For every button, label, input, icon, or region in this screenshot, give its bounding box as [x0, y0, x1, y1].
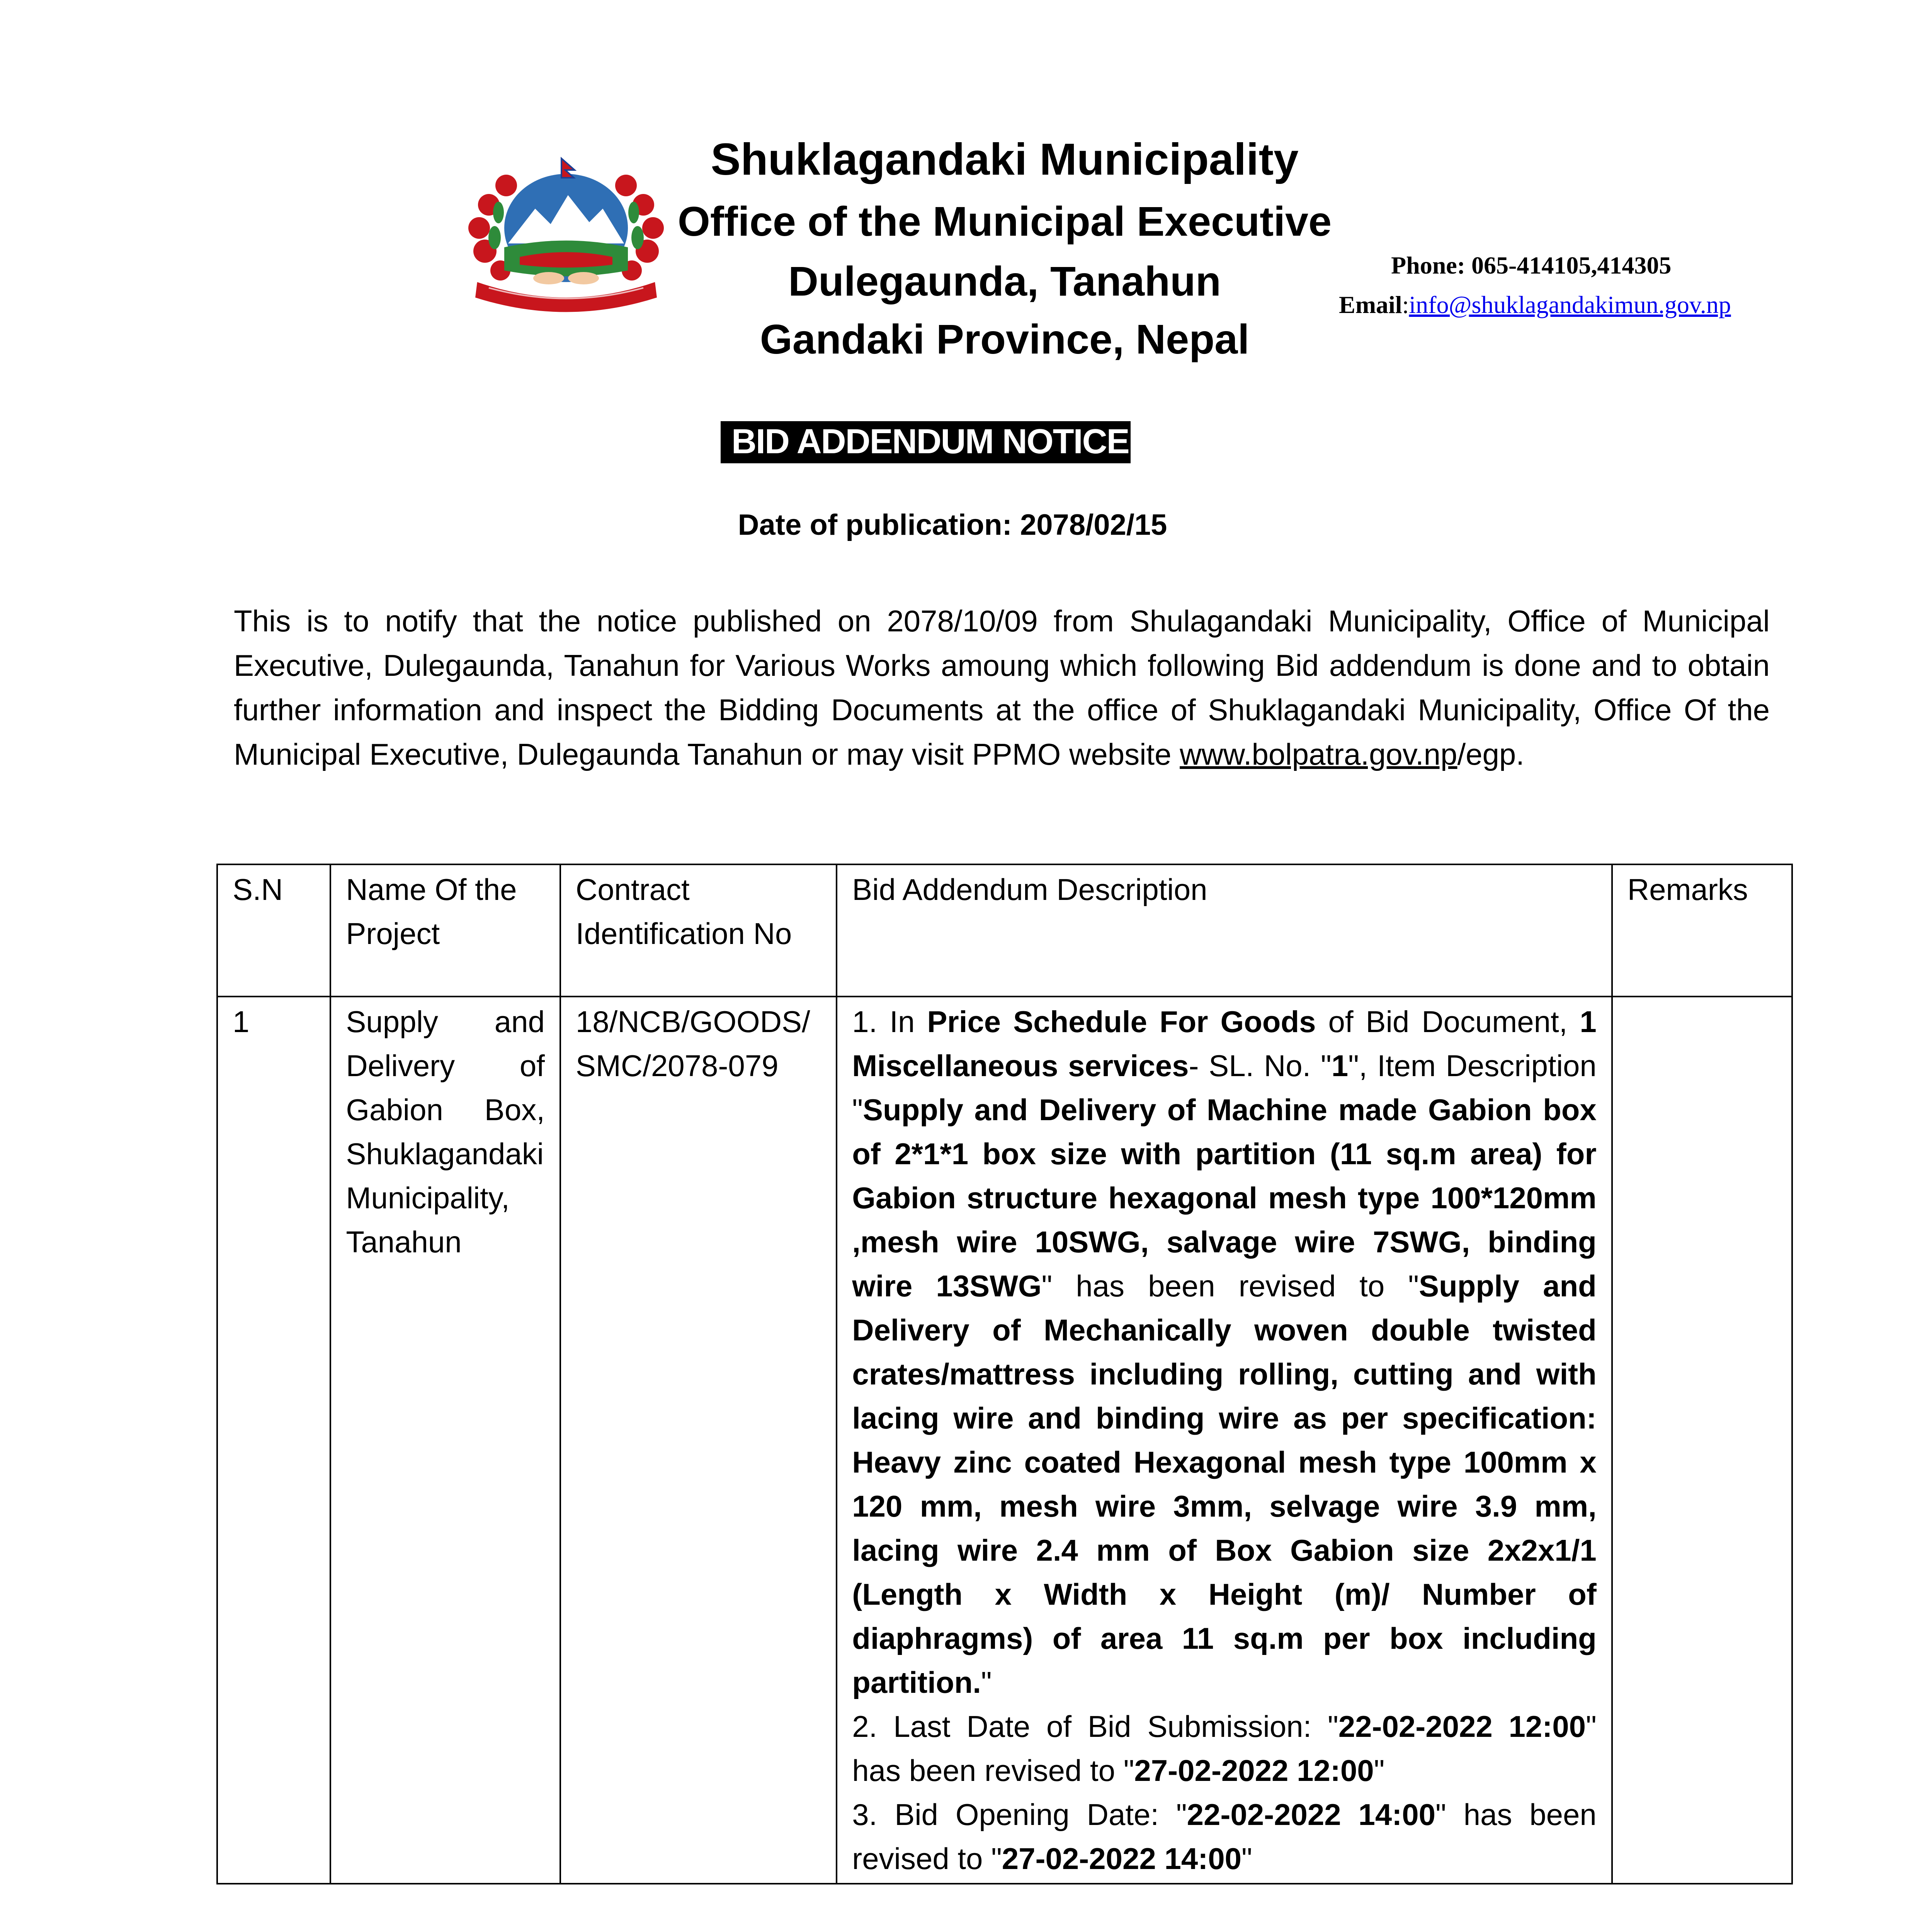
- table-row: [217, 997, 1792, 1884]
- text-run: 1. In: [852, 1005, 927, 1039]
- intro-suffix: /egp.: [1457, 737, 1524, 771]
- notice-title: BID ADDENDUM NOTICE: [721, 421, 1131, 463]
- text-run: " has been revised to ": [852, 1709, 1597, 1787]
- old-opening-date: 22-02-2022 14:00: [1187, 1798, 1435, 1832]
- text-run: ": [1374, 1753, 1385, 1787]
- revised-item-description: Supply and Delivery of Mechanically woven double twisted crates/mattress including rolling, cutting and with lacing wire and binding wire as per specification: Heavy zinc coated Hexagonal mesh type 100mm x 120 mm, mesh wire 3mm, selvage wire 3.9 mm, lacing wire 2.4 mm of Box Gabion size 2x2x1/1 (Length x Width x Height (m)/ Number of diaphragms) of area 11 sq.m per box including partition.: [852, 1269, 1597, 1699]
- header-remarks: Remarks: [1612, 864, 1792, 997]
- office-name: Office of the Municipal Executive: [677, 198, 1332, 245]
- header-project-name: Name Of the Project: [330, 864, 560, 997]
- original-item-description: Supply and Delivery of Machine made Gabion box of 2*1*1 box size with partition (11 sq.m area) for Gabion structure hexagonal mesh type 100*120mm ,mesh wire 10SWG, salvage wire 7SWG, binding wire 13SWG: [852, 1093, 1597, 1303]
- publication-date: Date of publication: 2078/02/15: [738, 509, 1167, 541]
- email-link[interactable]: info@shuklagandakimun.gov.np: [1409, 291, 1731, 318]
- email-label: Email: [1339, 291, 1402, 318]
- new-opening-date: 27-02-2022 14:00: [1002, 1842, 1242, 1876]
- cell-sn: 1: [217, 997, 330, 1884]
- text-run: - SL. No. ": [1189, 1049, 1332, 1083]
- ppmo-website-link[interactable]: www.bolpatra.gov.np: [1180, 737, 1458, 771]
- email-separator: :: [1402, 291, 1409, 318]
- table-header-row: [217, 864, 1792, 997]
- addendum-item-3: [852, 1793, 1596, 1881]
- phone-number: Phone: 065-414105,414305: [1391, 252, 1672, 279]
- text-run-bold: 1 Miscellaneous services: [852, 1005, 1597, 1083]
- cell-remarks: [1612, 997, 1792, 1884]
- header-sn: S.N: [217, 864, 330, 997]
- header-contract-id: Contract Identification No: [560, 864, 837, 997]
- intro-paragraph: [234, 599, 1770, 777]
- province-country: Gandaki Province, Nepal: [760, 316, 1250, 362]
- email-line: [1339, 291, 1731, 319]
- text-run: ", Item Description ": [852, 1049, 1597, 1127]
- bid-addendum-table: [216, 864, 1793, 1884]
- text-run: " has been revised to ": [1041, 1269, 1419, 1303]
- addendum-item-1: [852, 1000, 1596, 1704]
- addendum-item-2: [852, 1704, 1596, 1793]
- text-run: 3. Bid Opening Date: ": [852, 1798, 1187, 1832]
- text-run: 2. Last Date of Bid Submission: ": [852, 1709, 1338, 1743]
- old-submission-date: 22-02-2022 12:00: [1338, 1709, 1586, 1743]
- new-submission-date: 27-02-2022 12:00: [1134, 1753, 1374, 1787]
- municipality-name: Shuklagandaki Municipality: [711, 134, 1299, 184]
- cell-contract-id: 18/NCB/GOODS/SMC/2078-079: [560, 997, 837, 1884]
- header-description: Bid Addendum Description: [837, 864, 1612, 997]
- cell-project-name: Supply and Delivery of Gabion Box, Shuklagandaki Municipality, Tanahun: [330, 997, 560, 1884]
- text-run: " has been revised to ": [852, 1798, 1597, 1876]
- text-run: ": [981, 1665, 992, 1699]
- intro-text: This is to notify that the notice published on 2078/10/09 from Shulagandaki Municipality, Office of Municipal Executive, Dulegaunda, Tanahun for Various Works amoung which following Bid addendum is done and to obtain further information and inspect the Bidding Documents at the office of Shuklagandaki Municipality, Office Of the Municipal Executive, Dulegaunda Tanahun or may visit PPMO website: [234, 604, 1770, 771]
- text-run-bold: Price Schedule For Goods: [927, 1005, 1316, 1039]
- nepal-government-emblem-icon: [462, 155, 670, 313]
- text-run: of Bid Document,: [1316, 1005, 1580, 1039]
- text-run: ": [1241, 1842, 1252, 1876]
- cell-description: [837, 997, 1612, 1884]
- text-run-bold: 1: [1331, 1049, 1349, 1083]
- office-address: Dulegaunda, Tanahun: [788, 258, 1221, 304]
